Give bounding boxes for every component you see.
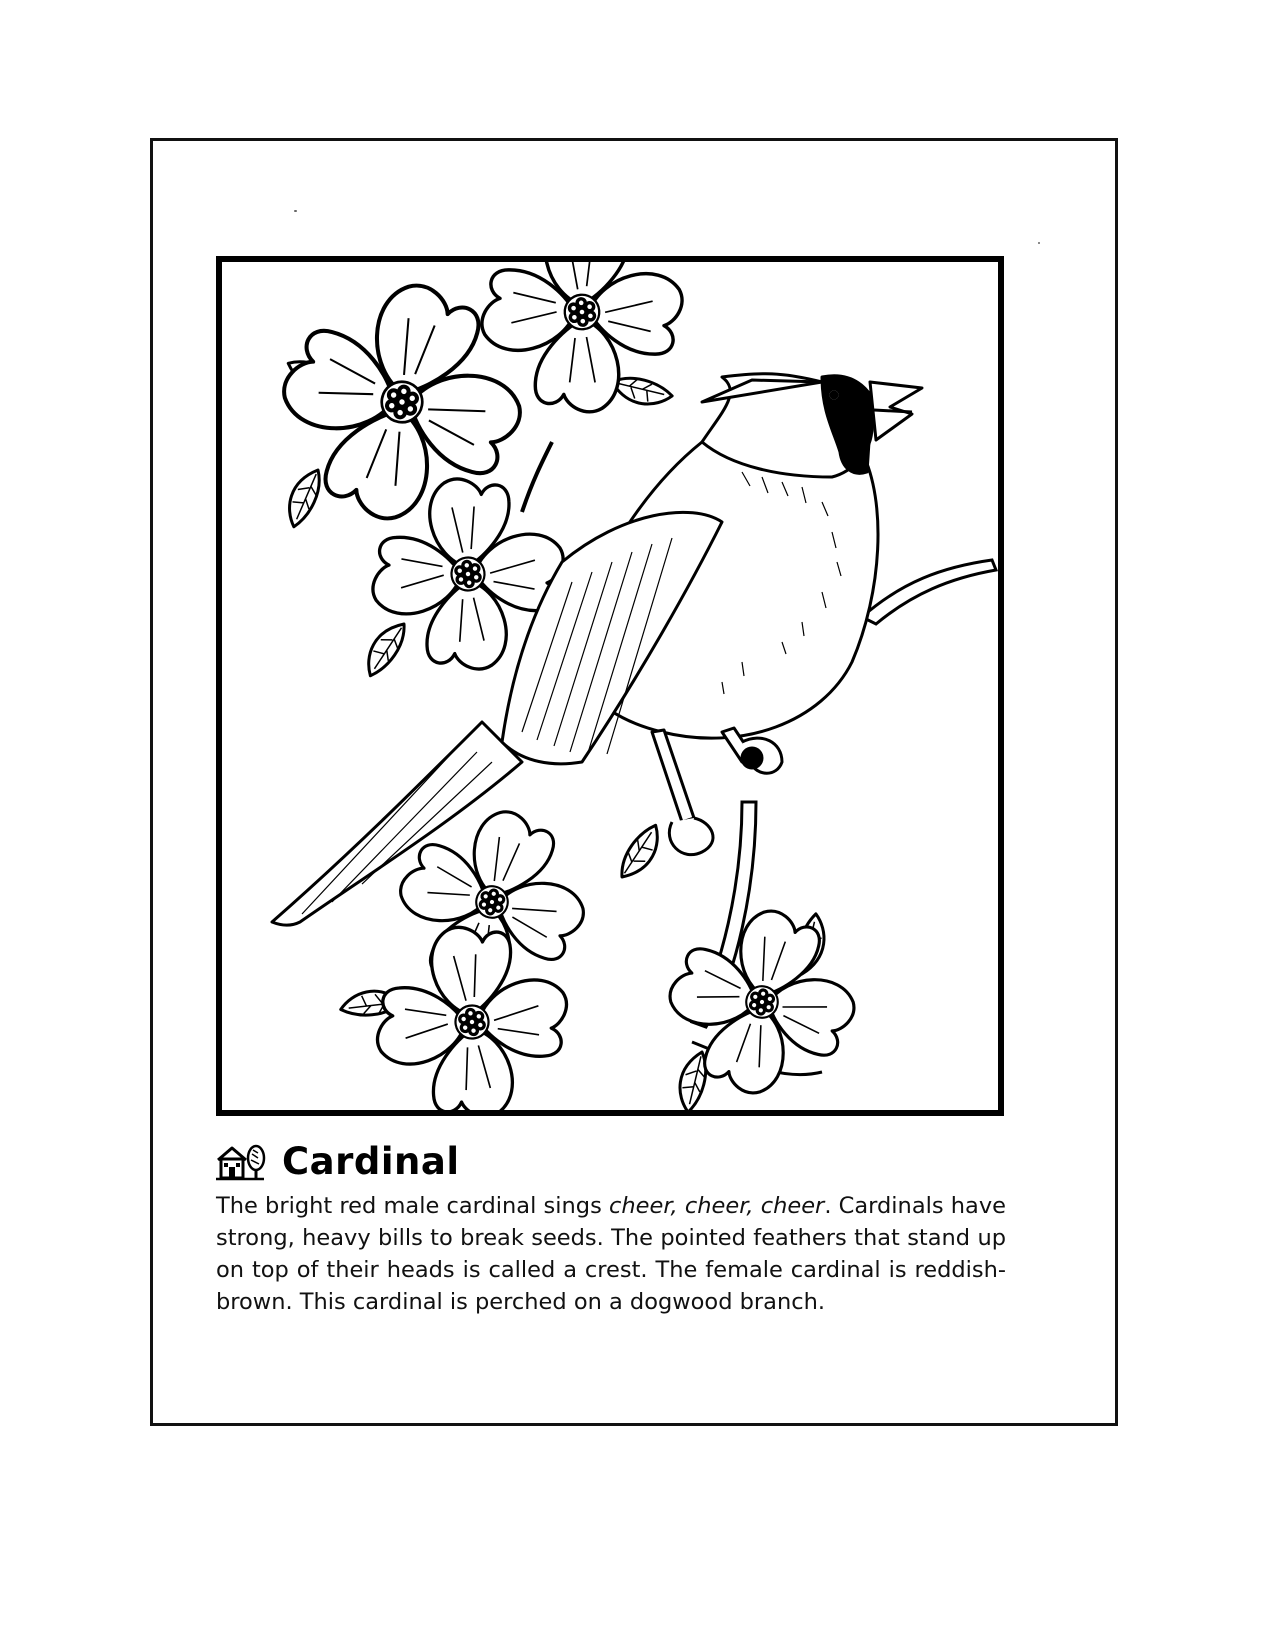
title-row xyxy=(214,1136,460,1186)
page-title: Cardinal xyxy=(282,1139,460,1183)
print-speck xyxy=(1038,242,1040,244)
print-speck xyxy=(294,210,297,212)
description-paragraph xyxy=(216,1190,1006,1318)
house-with-tree-icon xyxy=(214,1140,266,1182)
description-text-end: . Cardinals have strong, heavy bills to break seeds. The pointed feathers that stand up on top of their heads is called a crest. The female cardinal is reddish-brown. This cardinal is perched on a dogwood branch. xyxy=(216,1193,1006,1315)
cardinal-dogwood-drawing xyxy=(222,262,998,1110)
description-song: cheer, cheer, cheer xyxy=(609,1193,825,1219)
cardinal-illustration xyxy=(216,256,1004,1116)
description-text-start: The bright red male cardinal sings xyxy=(216,1193,610,1219)
